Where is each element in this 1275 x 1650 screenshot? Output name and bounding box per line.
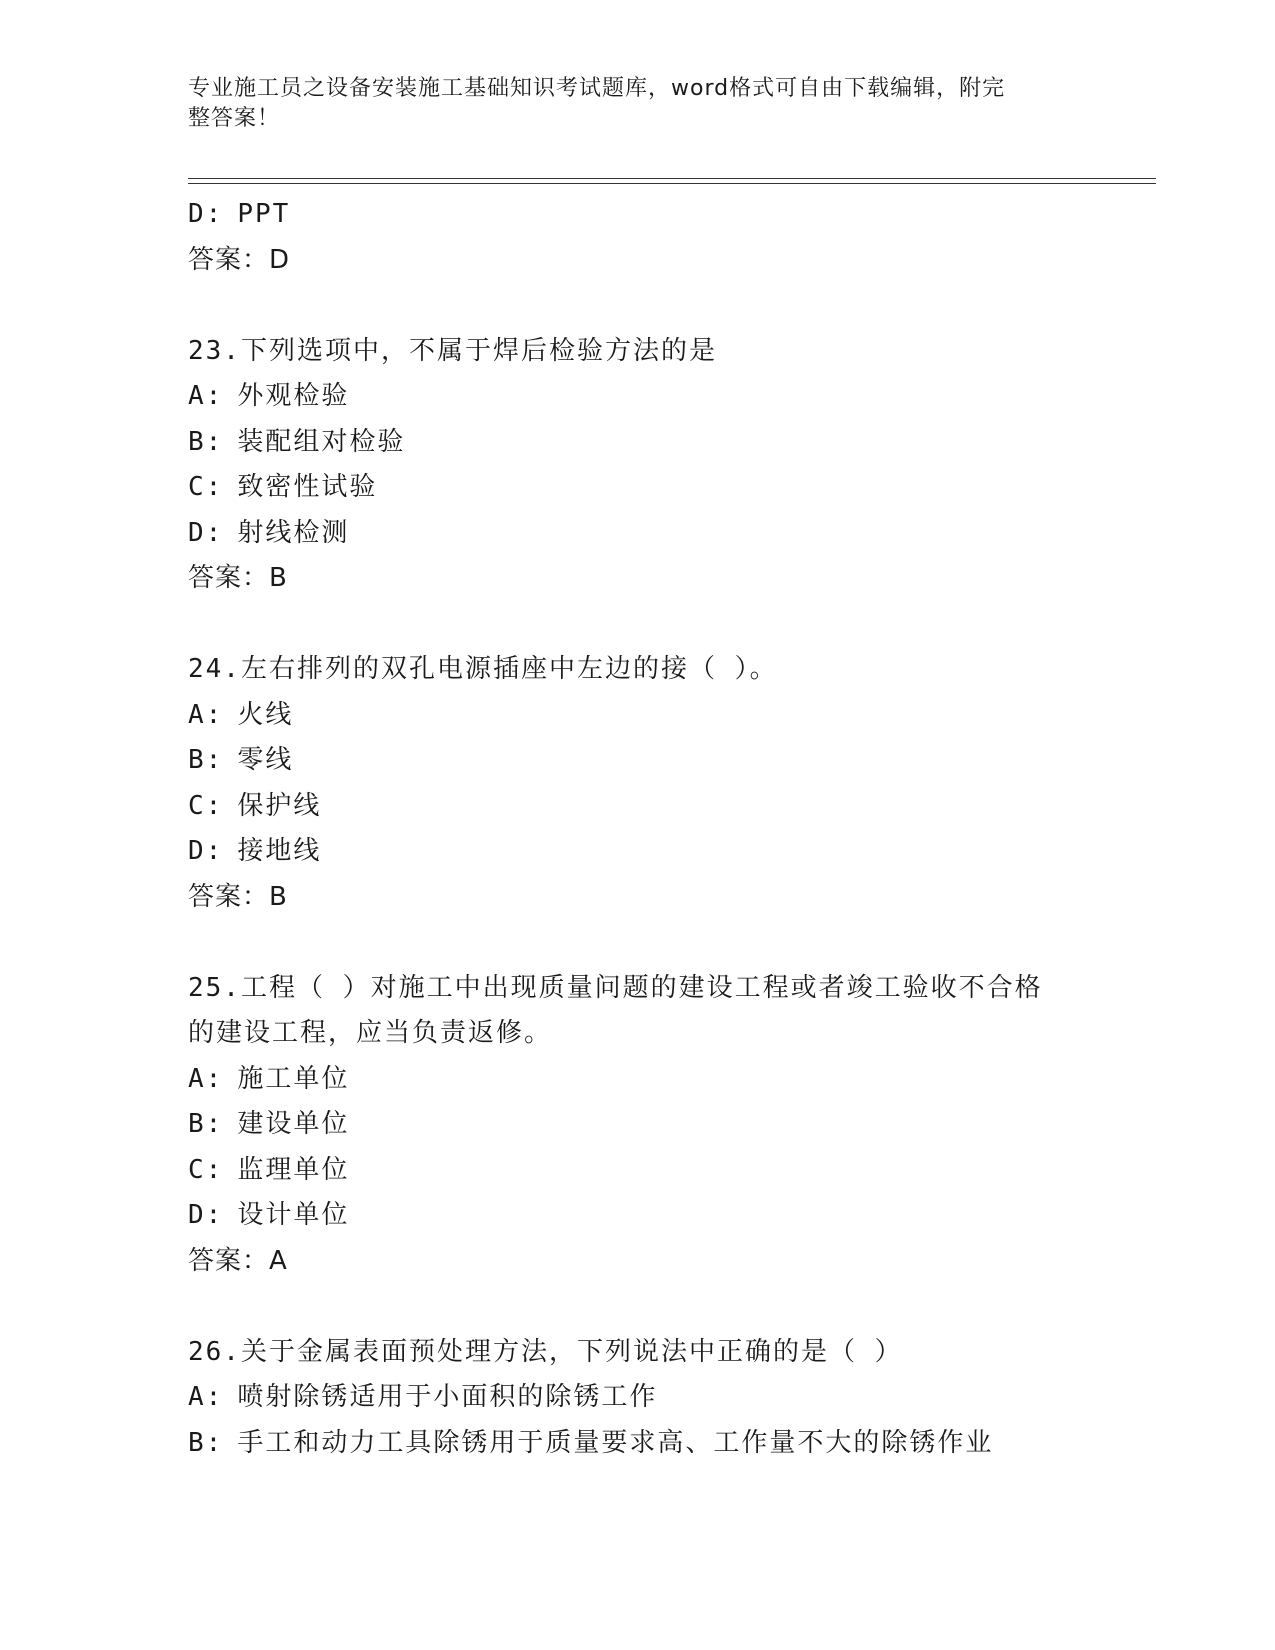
option-separator: : — [205, 1382, 224, 1412]
question-text: 左右排列的双孔电源插座中左边的接（ ）。 — [240, 654, 778, 684]
question-text: 下列选项中，不属于焊后检验方法的是 — [240, 335, 717, 366]
option-letter: C — [188, 790, 206, 821]
question-text-continued: 的建设工程，应当负责返修。 — [188, 1018, 553, 1048]
question-25-stem-line-2 — [188, 1011, 1148, 1057]
option-text: 建设单位 — [237, 1109, 350, 1139]
option-letter: B — [188, 1109, 206, 1139]
question-23-option-b — [188, 420, 1148, 466]
option-letter: A — [188, 1382, 206, 1412]
prev-answer — [188, 238, 1148, 284]
question-23-option-c — [188, 465, 1148, 511]
option-text: 施工单位 — [237, 1063, 350, 1094]
question-24-stem — [188, 647, 1148, 693]
option-text: 监理单位 — [237, 1154, 350, 1185]
option-letter: A — [188, 381, 206, 411]
option-text: 手工和动力工具除锈用于质量要求高、工作量不大的除锈作业 — [237, 1427, 994, 1458]
question-25-option-d — [188, 1193, 1148, 1239]
question-26-stem — [188, 1330, 1148, 1376]
question-23-option-d — [188, 511, 1148, 557]
answer-label: 答案： — [188, 881, 270, 912]
option-text: 致密性试验 — [237, 472, 378, 502]
question-25-option-a — [188, 1057, 1148, 1103]
question-24-option-c — [188, 784, 1148, 830]
option-text: 喷射除锈适用于小面积的除锈工作 — [237, 1382, 658, 1412]
option-separator: : — [205, 745, 224, 775]
option-separator: : — [205, 1200, 224, 1230]
option-text: 接地线 — [237, 836, 322, 866]
question-25-answer — [188, 1239, 1148, 1285]
answer-label: 答案： — [188, 1245, 270, 1276]
header-divider-bottom — [188, 183, 1156, 184]
option-letter: B — [188, 1427, 206, 1458]
document-header — [188, 74, 1068, 134]
option-separator: : — [205, 199, 224, 229]
option-separator: : — [205, 517, 224, 548]
question-24-option-d — [188, 829, 1148, 875]
answer-value: A — [269, 1245, 288, 1276]
option-separator: : — [205, 426, 224, 457]
option-text: 装配组对检验 — [237, 426, 406, 457]
question-24-option-a — [188, 693, 1148, 739]
question-number: 23. — [188, 335, 241, 366]
option-letter: D — [188, 517, 206, 548]
option-text: 零线 — [237, 745, 294, 775]
question-24-option-b — [188, 738, 1148, 784]
question-content — [188, 192, 1148, 1466]
question-25-option-b — [188, 1102, 1148, 1148]
spacer — [188, 283, 1148, 329]
option-letter: B — [188, 745, 206, 775]
option-letter: C — [188, 472, 206, 502]
answer-label: 答案： — [188, 563, 270, 593]
prev-option-d — [188, 192, 1148, 238]
question-number: 25. — [188, 972, 241, 1003]
option-letter: D — [188, 1200, 206, 1230]
question-23-answer — [188, 556, 1148, 602]
spacer — [188, 602, 1148, 648]
answer-value: D — [269, 244, 291, 275]
option-separator: : — [205, 790, 224, 821]
option-text: PPT — [237, 199, 291, 229]
option-text: 射线检测 — [237, 517, 350, 548]
option-text: 设计单位 — [237, 1200, 350, 1230]
question-25-stem-line-1 — [188, 966, 1148, 1012]
option-letter: C — [188, 1154, 206, 1185]
option-separator: : — [205, 381, 224, 411]
spacer — [188, 920, 1148, 966]
option-separator: : — [205, 1427, 224, 1458]
spacer — [188, 1284, 1148, 1330]
question-text: 关于金属表面预处理方法，下列说法中正确的是（ ） — [240, 1336, 903, 1367]
option-text: 火线 — [237, 699, 294, 730]
question-26-option-a — [188, 1375, 1148, 1421]
question-24-answer — [188, 875, 1148, 921]
question-26-option-b — [188, 1421, 1148, 1467]
option-letter: A — [188, 1063, 206, 1094]
question-25-option-c — [188, 1148, 1148, 1194]
answer-value: B — [269, 881, 288, 912]
answer-label: 答案： — [188, 244, 270, 275]
option-letter: B — [188, 426, 206, 457]
question-23-stem — [188, 329, 1148, 375]
header-divider-top — [188, 178, 1156, 179]
option-separator: : — [205, 1154, 224, 1185]
question-23-option-a — [188, 374, 1148, 420]
option-text: 外观检验 — [237, 381, 350, 411]
option-letter: D — [188, 836, 206, 866]
option-separator: : — [205, 1063, 224, 1094]
option-letter: D — [188, 199, 206, 229]
header-title-line-1: 专业施工员之设备安装施工基础知识考试题库，word格式可自由下载编辑，附完 — [188, 76, 1006, 101]
question-text: 工程（ ）对施工中出现质量问题的建设工程或者竣工验收不合格 — [240, 972, 1043, 1003]
option-text: 保护线 — [237, 790, 322, 821]
option-separator: : — [205, 472, 224, 502]
option-separator: : — [205, 699, 224, 730]
answer-value: B — [269, 563, 288, 593]
header-title-line-2: 整答案！ — [188, 106, 281, 131]
option-separator: : — [205, 1109, 224, 1139]
option-letter: A — [188, 699, 206, 730]
question-number: 24. — [188, 654, 241, 684]
option-separator: : — [205, 836, 224, 866]
question-number: 26. — [188, 1336, 241, 1367]
